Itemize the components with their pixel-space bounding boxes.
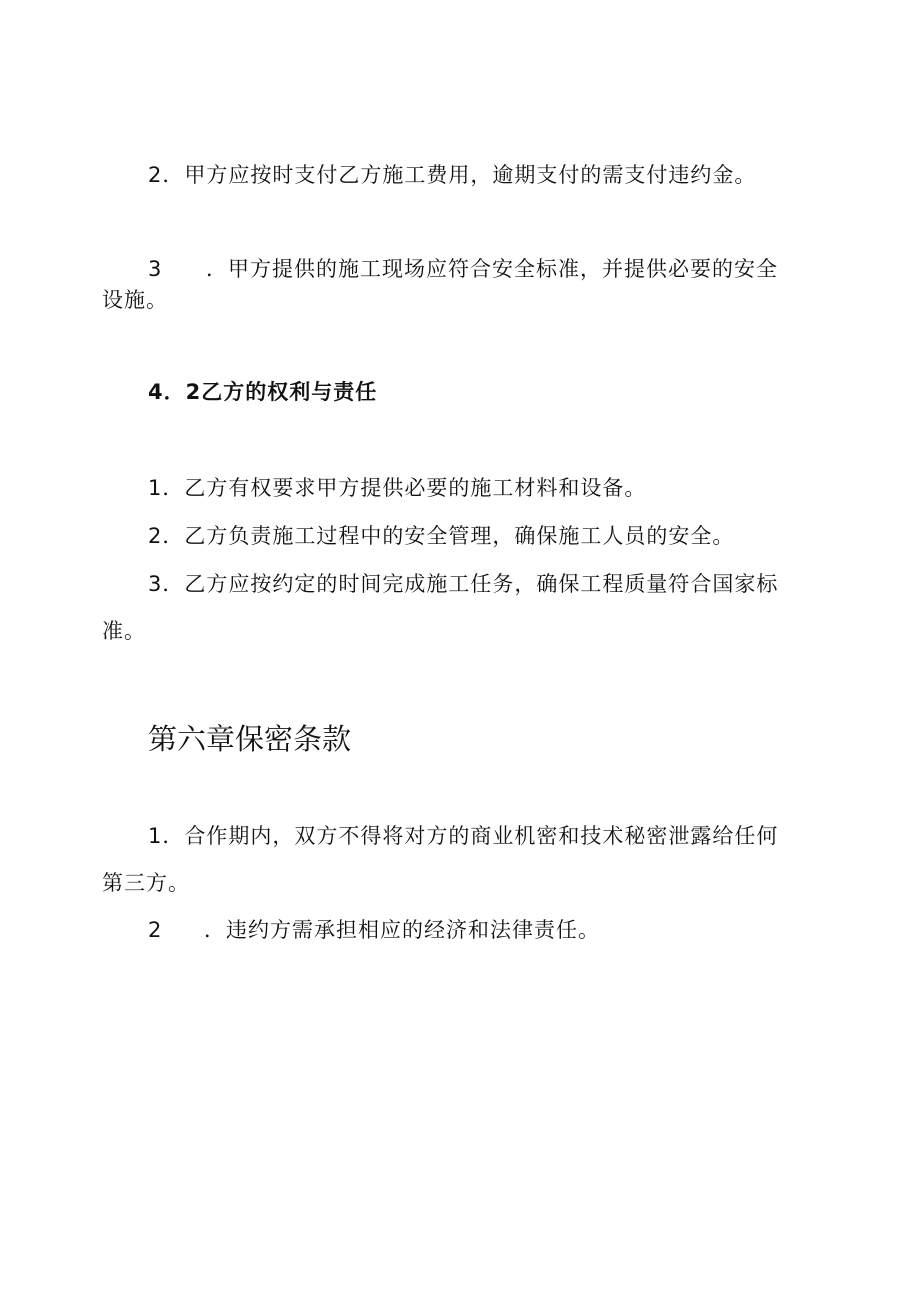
clause-text: ．甲方应按时支付乙方施工费用，逾期支付的需支付违约金。	[162, 163, 757, 187]
clause-number: 3	[148, 572, 163, 596]
clause-text: ．甲方提供的施工现场应符合安全标准，并提供必要的安全	[206, 257, 778, 281]
clause-c-1-continuation	[102, 868, 190, 898]
clause-a-2	[148, 160, 756, 190]
clause-number: 1	[148, 824, 163, 848]
clause-a-3	[148, 254, 778, 284]
clause-b-3	[148, 569, 778, 599]
clause-number: 3	[148, 257, 163, 281]
clause-number: 1	[148, 476, 163, 500]
clause-text: ．乙方负责施工过程中的安全管理，确保施工人员的安全。	[162, 524, 735, 548]
clause-text: ．乙方应按约定的时间完成施工任务，确保工程质量符合国家标	[162, 572, 779, 596]
clause-text-continuation: 第三方。	[102, 871, 190, 895]
chapter-title: 第六章保密条款	[148, 722, 352, 756]
clause-text: ．合作期内，双方不得将对方的商业机密和技术秘密泄露给任何	[162, 824, 779, 848]
clause-b-1	[148, 473, 646, 503]
clause-a-3-continuation	[102, 285, 168, 315]
subsection-heading: 4．2乙方的权利与责任	[148, 380, 378, 404]
clause-text-continuation: 准。	[102, 619, 146, 643]
clause-number: 2	[148, 918, 163, 942]
clause-number: 2	[148, 524, 163, 548]
clause-number: 2	[148, 163, 163, 187]
clause-b-2	[148, 521, 734, 551]
clause-c-2	[148, 915, 600, 945]
clause-c-1	[148, 821, 778, 851]
clause-b-3-continuation	[102, 616, 146, 646]
clause-text: ．乙方有权要求甲方提供必要的施工材料和设备。	[162, 476, 647, 500]
clause-text-continuation: 设施。	[102, 288, 168, 312]
clause-text: ．违约方需承担相应的经济和法律责任。	[204, 918, 600, 942]
